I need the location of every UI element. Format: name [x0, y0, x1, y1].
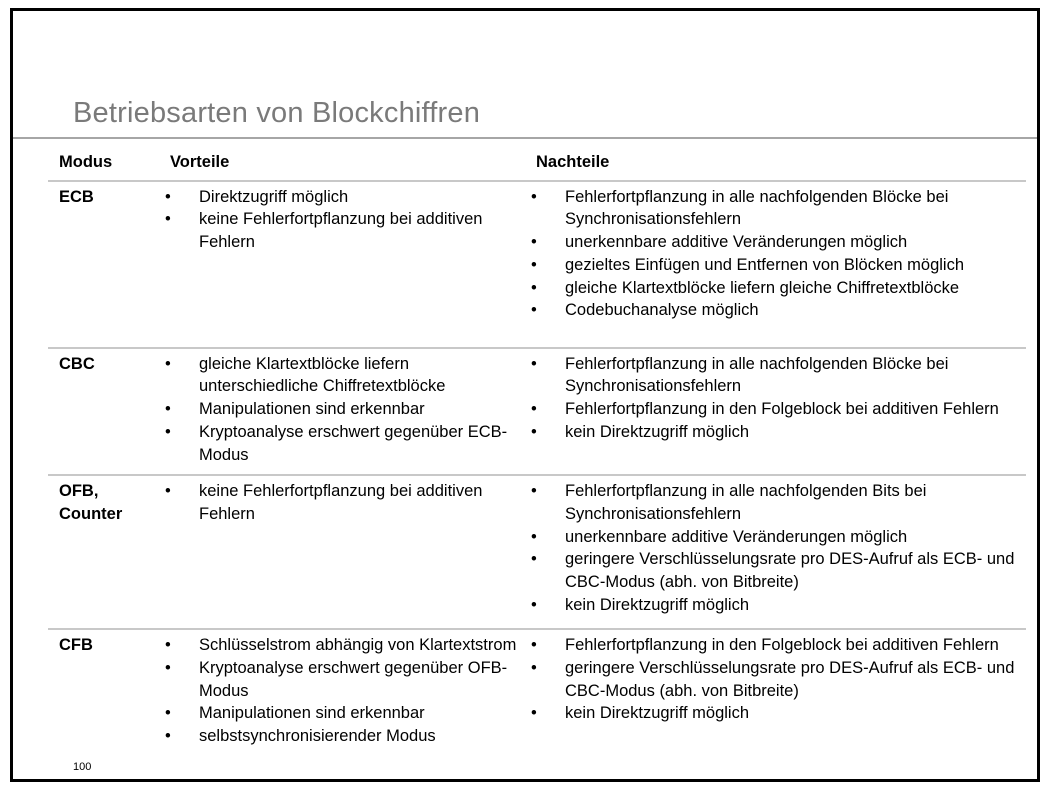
list-item	[525, 657, 1026, 702]
nachteile-list	[525, 480, 1026, 616]
vorteile-list	[159, 634, 525, 748]
vorteile-list	[159, 186, 525, 254]
list-item	[159, 634, 525, 657]
bullet-icon: •	[531, 187, 537, 206]
bullet-icon: •	[531, 400, 537, 419]
list-item	[159, 208, 525, 253]
bullet-icon: •	[165, 422, 171, 441]
list-item-text: kein Direktzugriff möglich	[565, 422, 750, 441]
mode-cell: CFB	[59, 636, 93, 655]
list-item-text: gleiche Klartextblöcke liefern gleiche Chiffretextblöcke	[565, 278, 960, 297]
vorteile-list	[159, 480, 525, 525]
bullet-icon: •	[531, 704, 537, 723]
list-item-text: Direktzugriff möglich	[199, 187, 349, 206]
bullet-icon: •	[531, 550, 537, 569]
list-item	[525, 702, 1026, 725]
list-item-text: keine Fehlerfortpflanzung bei additiven Fehlern	[199, 482, 483, 523]
list-item-text: Manipulationen sind erkennbar	[199, 400, 425, 419]
list-item	[525, 299, 1026, 322]
list-item	[525, 421, 1026, 444]
list-item-text: kein Direktzugriff möglich	[565, 704, 750, 723]
bullet-icon: •	[531, 233, 537, 252]
vorteile-cell	[159, 181, 525, 348]
list-item	[525, 594, 1026, 617]
header-vorteile: Vorteile	[159, 150, 525, 181]
bullet-icon: •	[165, 658, 171, 677]
list-item-text: Fehlerfortpflanzung in alle nachfolgenden Blöcke bei Synchronisationsfehlern	[565, 354, 949, 396]
nachteile-cell	[525, 629, 1026, 756]
table-header-row	[48, 150, 1026, 181]
page-number: 100	[73, 761, 92, 773]
bullet-icon: •	[531, 255, 537, 274]
title-divider	[13, 137, 1037, 139]
nachteile-list	[525, 634, 1026, 725]
list-item	[159, 398, 525, 421]
list-item	[159, 421, 525, 466]
modes-table	[48, 150, 1026, 756]
list-item-text: unerkennbare additive Veränderungen möglich	[565, 233, 908, 252]
list-item	[525, 353, 1026, 398]
list-item-text: Kryptoanalyse erschwert gegenüber ECB-Modus	[199, 422, 508, 464]
list-item	[525, 480, 1026, 525]
bullet-icon: •	[531, 354, 537, 373]
bullet-icon: •	[165, 704, 171, 723]
bullet-icon: •	[165, 354, 171, 373]
list-item	[159, 186, 525, 209]
mode-cell: CBC	[48, 348, 159, 476]
list-item-text: gleiche Klartextblöcke liefern unterschiedliche Chiffretextblöcke	[199, 354, 446, 396]
list-item-text: Fehlerfortpflanzung in den Folgeblock bei additiven Fehlern	[565, 400, 999, 419]
slide	[10, 8, 1040, 782]
list-item-text: selbstsynchronisierender Modus	[199, 727, 436, 746]
list-item	[525, 254, 1026, 277]
header-modus: Modus	[48, 150, 159, 181]
bullet-icon: •	[165, 400, 171, 419]
mode-cell: ECB	[48, 181, 159, 348]
list-item	[525, 634, 1026, 657]
nachteile-cell	[525, 181, 1026, 348]
vorteile-cell	[159, 629, 525, 756]
list-item-text: Fehlerfortpflanzung in den Folgeblock bei additiven Fehlern	[565, 636, 999, 655]
table-row	[48, 348, 1026, 476]
vorteile-cell	[159, 348, 525, 476]
nachteile-list	[525, 353, 1026, 444]
list-item-text: Codebuchanalyse möglich	[565, 301, 759, 320]
bullet-icon: •	[531, 595, 537, 614]
list-item	[525, 277, 1026, 300]
bullet-icon: •	[531, 482, 537, 501]
table-row	[48, 181, 1026, 348]
list-item	[159, 702, 525, 725]
list-item-text: kein Direktzugriff möglich	[565, 595, 750, 614]
slide-title: Betriebsarten von Blockchiffren	[73, 97, 481, 129]
bullet-icon: •	[531, 527, 537, 546]
list-item-text: Manipulationen sind erkennbar	[199, 704, 425, 723]
list-item-text: geringere Verschlüsselungsrate pro DES-Aufruf als ECB- und CBC-Modus (abh. von Bitbreite)	[565, 658, 1015, 700]
list-item	[525, 398, 1026, 421]
bullet-icon: •	[531, 658, 537, 677]
table-row	[48, 629, 1026, 756]
header-nachteile: Nachteile	[525, 150, 1026, 181]
list-item	[159, 657, 525, 702]
list-item	[525, 548, 1026, 593]
nachteile-cell	[525, 348, 1026, 476]
vorteile-list	[159, 353, 525, 467]
list-item-text: Fehlerfortpflanzung in alle nachfolgenden Blöcke bei Synchronisationsfehlern	[565, 187, 949, 229]
bullet-icon: •	[531, 301, 537, 320]
bullet-icon: •	[531, 422, 537, 441]
bullet-icon: •	[165, 636, 171, 655]
list-item-text: unerkennbare additive Veränderungen möglich	[565, 527, 908, 546]
list-item	[525, 231, 1026, 254]
bullet-icon: •	[165, 210, 171, 229]
list-item	[525, 186, 1026, 231]
nachteile-cell	[525, 475, 1026, 629]
list-item-text: Schlüsselstrom abhängig von Klartextstrom	[199, 636, 517, 655]
list-item	[525, 526, 1026, 549]
vorteile-cell	[159, 475, 525, 629]
list-item	[159, 480, 525, 525]
bullet-icon: •	[165, 187, 171, 206]
bullet-icon: •	[531, 278, 537, 297]
list-item	[159, 353, 525, 398]
table-row	[48, 475, 1026, 629]
list-item-text: Kryptoanalyse erschwert gegenüber OFB-Modus	[199, 658, 508, 700]
list-item-text: Fehlerfortpflanzung in alle nachfolgenden Bits bei Synchronisationsfehlern	[565, 482, 927, 523]
list-item	[159, 725, 525, 748]
bullet-icon: •	[531, 636, 537, 655]
bullet-icon: •	[165, 482, 171, 501]
list-item-text: gezieltes Einfügen und Entfernen von Blöcken möglich	[565, 255, 965, 274]
list-item-text: geringere Verschlüsselungsrate pro DES-Aufruf als ECB- und CBC-Modus (abh. von Bitbreite)	[565, 550, 1015, 592]
nachteile-list	[525, 186, 1026, 322]
mode-cell: OFB, Counter	[48, 475, 159, 629]
list-item-text: keine Fehlerfortpflanzung bei additiven Fehlern	[199, 210, 483, 252]
bullet-icon: •	[165, 727, 171, 746]
